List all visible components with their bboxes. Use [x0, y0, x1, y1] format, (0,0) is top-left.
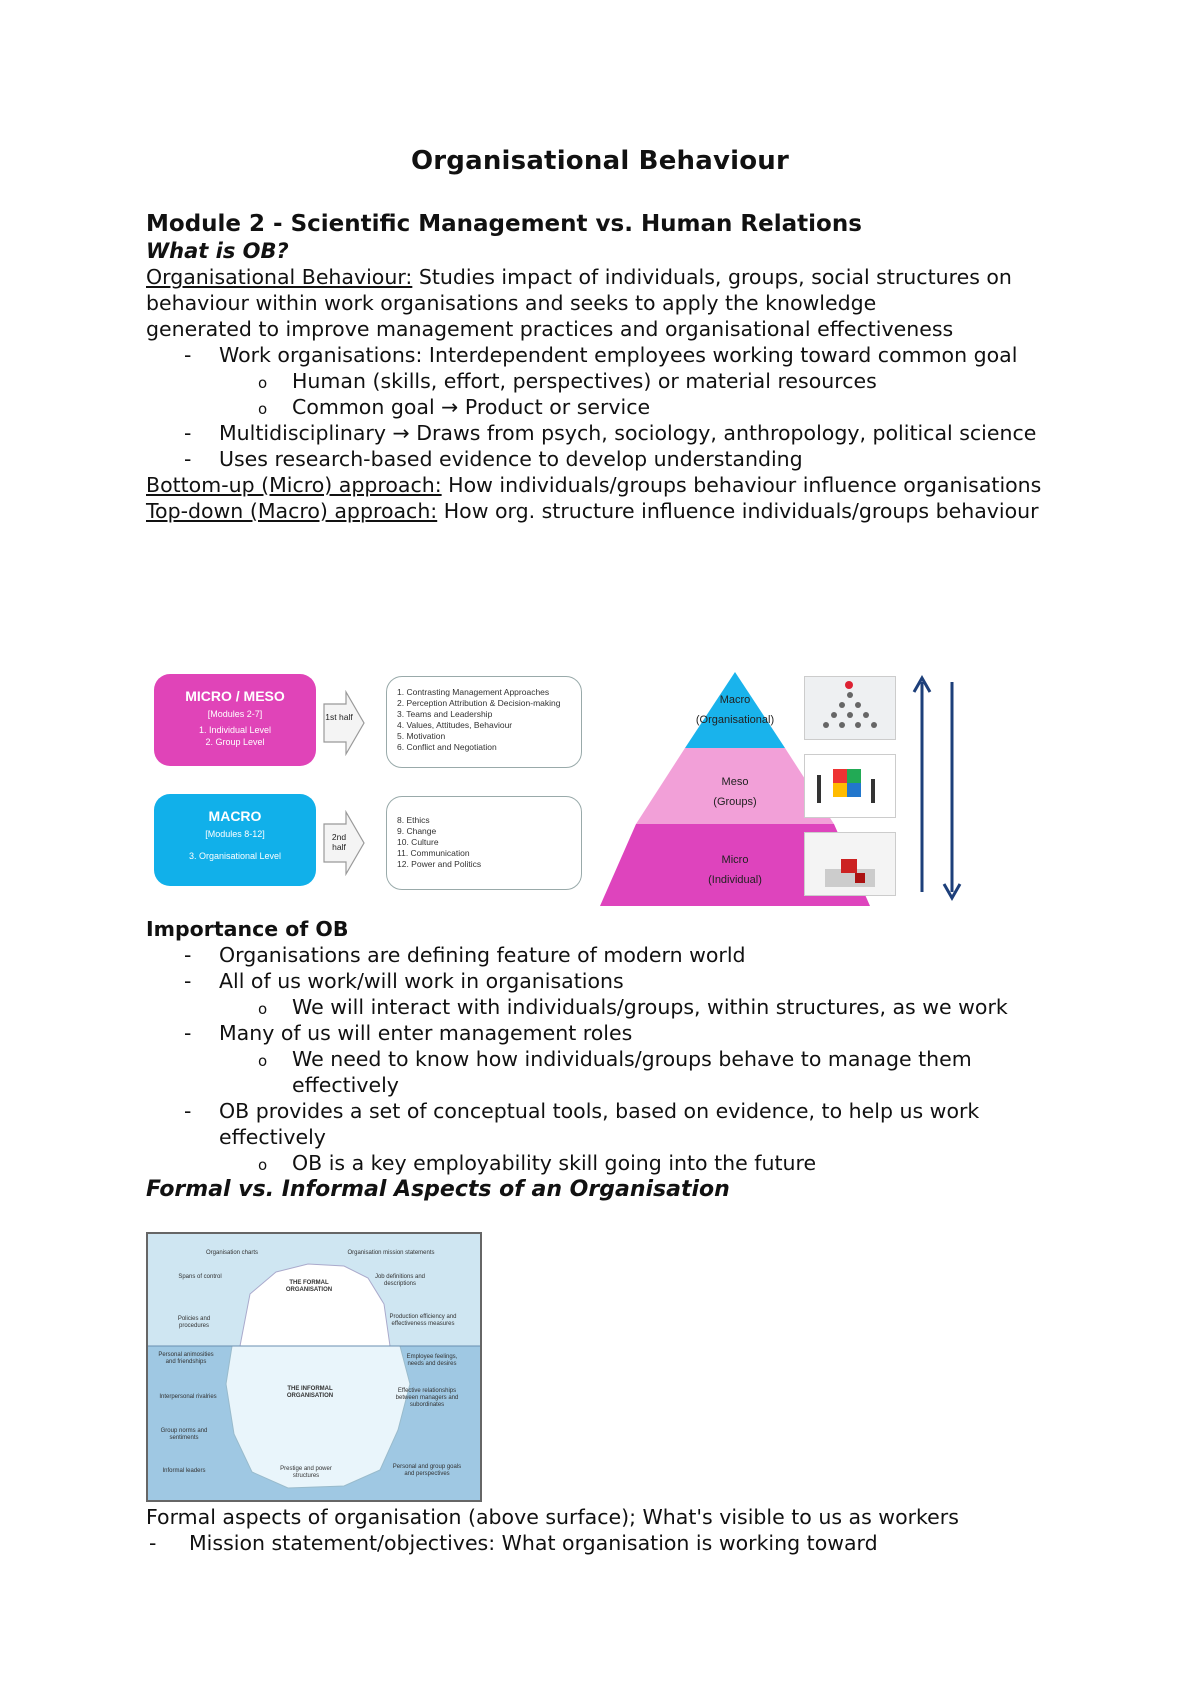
importance-subbullet: o We will interact with individuals/groups, within structures, as we work [146, 994, 1066, 1020]
pyramid-micro-name: Micro [721, 854, 749, 866]
pyramid-meso-name: Meso [721, 776, 749, 788]
micro-modules-list [386, 676, 582, 768]
micro-module-item: 2. Perception Attribution & Decision-making [397, 698, 561, 708]
bottom-up-approach [146, 472, 1066, 498]
iceberg-label: Informal leaders [162, 1468, 206, 1474]
importance-bullet: - Organisations are defining feature of modern world [146, 942, 1066, 968]
iceberg-formal-title: THE FORMAL ORGANISATION [285, 1280, 333, 1293]
iceberg-figure [146, 1232, 482, 1502]
micro-module-item: 5. Motivation [397, 731, 446, 741]
ob-definition-line2: behaviour within work organisations and seeks to apply the knowledge [146, 291, 877, 315]
iceberg-label: Effective relationships between managers and subordinates [395, 1388, 459, 1408]
iceberg-label: Personal and group goals and perspectives [392, 1464, 462, 1477]
formal-aspects-section [146, 1504, 1066, 1556]
importance-subbullet: o OB is a key employability skill going into the future [146, 1150, 1066, 1176]
iceberg-label: Policies and procedures [177, 1316, 211, 1329]
page-title: Organisational Behaviour [410, 146, 790, 176]
formal-informal-heading: Formal vs. Informal Aspects of an Organisation [146, 1177, 730, 1202]
micro-module-item: 6. Conflict and Negotiation [397, 742, 497, 752]
iceberg-label: Job definitions and descriptions [374, 1274, 426, 1287]
macro-modules-list [386, 796, 582, 890]
bullet-multidisciplinary: - Multidisciplinary → Draws from psych, sociology, anthropology, political science [146, 420, 1066, 446]
top-down-approach [146, 498, 1066, 524]
pyramid-micro-desc: (Individual) [708, 874, 762, 886]
macro-module-item: 9. Change [397, 826, 437, 836]
iceberg-label: Organisation charts [205, 1250, 259, 1256]
iceberg-label: Employee feelings, needs and desires [406, 1354, 458, 1367]
pyramid-micro-label [675, 850, 795, 890]
micro-meso-level2: 2. Group Level [205, 737, 265, 747]
first-half-label: 1st half [325, 712, 353, 722]
ob-levels-figure [146, 670, 976, 910]
what-is-ob-heading: What is OB? [146, 239, 289, 263]
bullet-work-organisations: - Work organisations: Interdependent employees working toward common goal [146, 342, 1066, 368]
iceberg-label: Prestige and power structures [280, 1466, 332, 1479]
pyramid-macro-label [675, 690, 795, 730]
ob-definition-line3: generated to improve management practices and organisational effectiveness [146, 317, 954, 341]
mission-statement-bullet: - Mission statement/objectives: What organisation is working toward [146, 1530, 1066, 1556]
macro-level: 3. Organisational Level [188, 851, 282, 861]
second-half-label: 2nd half [331, 832, 347, 852]
individual-puzzle-image [804, 832, 896, 896]
first-half-arrow-icon [322, 690, 366, 756]
iceberg-label: Organisation mission statements [347, 1250, 435, 1256]
top-down-text: How org. structure influence individuals/groups behaviour [437, 499, 1039, 523]
micro-meso-modules: [Modules 2-7] [207, 709, 263, 719]
importance-section [146, 916, 1066, 1204]
macro-module-item: 11. Communication [397, 848, 470, 858]
main-content [146, 210, 1066, 524]
macro-module-item: 8. Ethics [397, 815, 430, 825]
pyramid-macro-desc: (Organisational) [695, 714, 775, 726]
micro-module-item: 1. Contrasting Management Approaches [397, 687, 550, 697]
importance-bullet: - Many of us will enter management roles [146, 1020, 1066, 1046]
iceberg-label: Interpersonal rivalries [159, 1394, 217, 1400]
iceberg-label: Personal animosities and friendships [158, 1352, 214, 1365]
macro-module-item: 12. Power and Politics [397, 859, 482, 869]
pyramid-meso-desc: (Groups) [713, 796, 757, 808]
iceberg-label: Group norms and sentiments [160, 1428, 208, 1441]
pyramid-meso-label [675, 772, 795, 812]
bullet-research: - Uses research-based evidence to develop understanding [146, 446, 1066, 472]
ob-definition-text: Studies impact of individuals, groups, social structures on [412, 265, 1012, 289]
ob-definition [146, 264, 1066, 290]
organisation-people-image [804, 676, 896, 740]
iceberg-informal-title: THE INFORMAL ORGANISATION [286, 1386, 334, 1399]
macro-title: MACRO [208, 808, 262, 824]
macro-modules: [Modules 8-12] [205, 829, 265, 839]
subbullet-common-goal: o Common goal → Product or service [146, 394, 1066, 420]
bottom-up-text: How individuals/groups behaviour influence organisations [441, 473, 1042, 497]
top-down-label: Top-down (Macro) approach: [146, 499, 438, 523]
bottom-up-label: Bottom-up (Micro) approach: [146, 473, 442, 497]
micro-module-item: 3. Teams and Leadership [397, 709, 493, 719]
macro-module-item: 10. Culture [397, 837, 439, 847]
micro-meso-level1: 1. Individual Level [198, 725, 272, 735]
importance-bullet: - OB provides a set of conceptual tools, based on evidence, to help us work effectively [146, 1098, 1066, 1150]
micro-meso-title: MICRO / MESO [185, 688, 285, 704]
importance-heading: Importance of OB [146, 917, 349, 941]
pyramid-macro-name: Macro [719, 694, 751, 706]
importance-subbullet: o We need to know how individuals/groups behave to manage them effectively [146, 1046, 1066, 1098]
iceberg-label: Production efficiency and effectiveness measures [389, 1314, 457, 1327]
micro-module-item: 4. Values, Attitudes, Behaviour [397, 720, 513, 730]
module-heading: Module 2 - Scientific Management vs. Human Relations [146, 211, 862, 237]
macro-box [154, 794, 316, 886]
up-down-arrows-icon [906, 672, 976, 906]
iceberg-label: Spans of control [178, 1274, 222, 1280]
subbullet-human: o Human (skills, effort, perspectives) or material resources [146, 368, 1066, 394]
ob-definition-label: Organisational Behaviour: [146, 265, 413, 289]
micro-meso-box [154, 674, 316, 766]
group-puzzle-image [804, 754, 896, 818]
formal-aspects-line: Formal aspects of organisation (above surface); What's visible to us as workers [146, 1505, 959, 1529]
importance-bullet: - All of us work/will work in organisations [146, 968, 1066, 994]
